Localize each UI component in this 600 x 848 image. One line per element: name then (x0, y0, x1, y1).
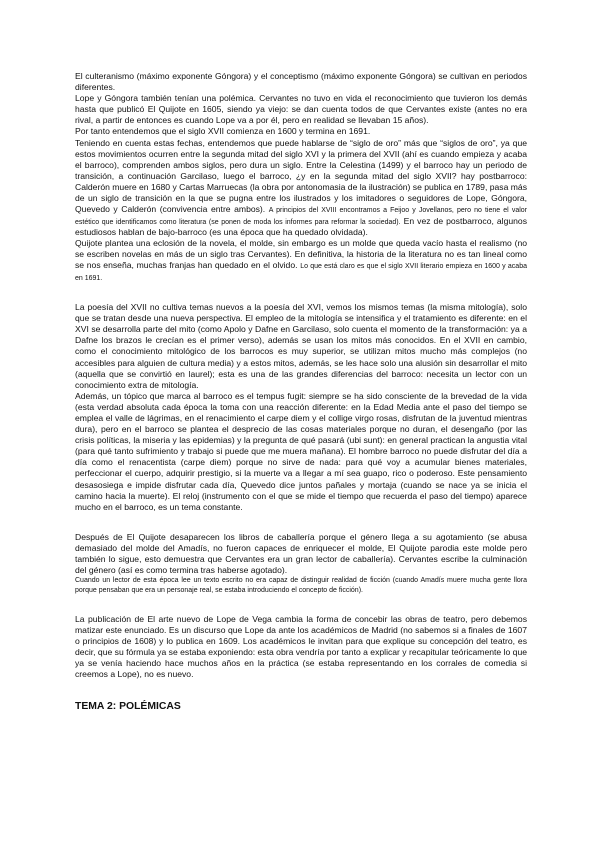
paragraph-siglo-xvii: Por tanto entendemos que el siglo XVII comienza en 1600 y termina en 1691. (75, 126, 371, 137)
paragraph-caballeria-small-note: Cuando un lector de esta época lee un texto escrito no era capaz de distinguir realidad de ficción (cuando Amadís muere mucha gente llora porque pensaban que era un personaje real, se estaba introduciendo el concepto de ficción). (75, 577, 527, 594)
paragraph-arte-nuevo: La publicación de El arte nuevo de Lope de Vega cambia la forma de concebir las obras de teatro, pero debemos matizar este enunciado. Es un discurso que Lope da ante los académicos de Madrid (no sabemos si a finales de 1607 o principios de 1608) y lo publica en 1609. Los académicos le invitan para que explique su concepción del teatro, es decir, que su fórmula ya se estaba exponiendo: esta obra vendría por tanto a explicar y recapitular teóricamente lo que ya se venía haciendo hace muchos años en la práctica (se estaba representando en los corrales de comedia si creemos a Lope), no es nuevo. (75, 614, 527, 680)
paragraph-culteranismo: El culteranismo (máximo exponente Góngora) y el conceptismo (máximo exponente Góngora) se cultivan en periodos diferentes. (75, 71, 527, 93)
spacer (75, 283, 527, 302)
quijote-novela-small-note: Lo que está claro es que el siglo XVII literario empieza en 1600 y acaba en 1691. (75, 263, 527, 282)
paragraph-quijote-novela (75, 238, 527, 283)
spacer (75, 595, 527, 614)
siglo-de-oro-small-note: A principios del XVIII encontramos a Feijoo y Jovellanos, pero no tiene el valor estético que identificamos como literatura (se ponen de moda los informes para reformar la sociedad). (75, 207, 527, 226)
paragraph-libros-caballeria: Después de El Quijote desaparecen los libros de caballería porque el género llega a su agotamiento (se abusa demasiado del molde del Amadís, no fueron capaces de enriquecer el molde, El Quijote parodia este molde pero también lo sigue, esto demuestra que Cervantes era un gran lector de caballería). Cervantes escribe la culminación del género (así es como termina tras haberse agotado). (75, 531, 527, 576)
paragraph-lope-gongora: Lope y Góngora también tenían una polémica. Cervantes no tuvo en vida el reconocimiento que tuvieron los demás hasta que publicó El Quijote en 1605, siendo ya viejo: se dan cuenta todos de que Cervantes existe (antes no era rival, a partir de entonces es cuando Lope va a por él, pero en realidad se llevaban 15 años). (75, 93, 527, 126)
section-heading: TEMA 2: POLÉMICAS (75, 700, 181, 712)
quijote-novela-text: Quijote plantea una eclosión de la novela, el molde, sin embargo es un molde que queda vacío hasta el realismo (no se escriben novelas en más de un siglo tras Cervantes). En definitiva, la historia de la literatura no es tan lineal como se nos enseña, muchas franjas han quedado en el olvido. (75, 238, 527, 271)
document-body (75, 71, 527, 713)
paragraph-poesia-xvii: La poesía del XVII no cultiva temas nuevos a la poesía del XVI, vemos los mismos temas (la misma mitología), solo que se tratan desde una nueva perspectiva. El empleo de la mitología se intensifica y el tratamiento es diferente: en el XVI se desarrolla parte del mito (como Apolo y Dafne en Garcilaso, solo cuenta el momento de la transformación: ya a Dafne los brazos le crecían es el primer verso), además se usan los mitos más conocidos. En el XVII en cambio, como el conocimiento mitológico de los barrocos es muy superior, se utilizan mitos mucho más complejos (no accesibles para alguien de cultura media) y a estos mitos, además, se les hace solo una alusión sin desarrollar el mito (aquella que se convirtió en laurel); esta es una de las grandes diferencias del barroco: necesita un lector con un conocimiento extra de mitología. (75, 302, 527, 390)
paragraph-siglo-de-oro (75, 138, 527, 238)
paragraph-tempus-fugit: Además, un tópico que marca al barroco es el tempus fugit: siempre se ha sido consciente de la brevedad de la vida (esta verdad absoluta cada época la toma con una reacción diferente: en la Edad Media ante el paso del tiempo se emplea el valle de lágrimas, en el renacimiento el carpe diem y el collige virgo rosas, disfrutan de la juventud mientras dura), pero en el barroco se plantea el desprecio de las cosas materiales porque no duran, el desengaño (por las crisis políticas, la miseria y las epidemias) y la pregunta de qué pasará (ubi sunt): en general practican la angustia vital (para qué tanto sufrimiento y trabajo si puede que me muera mañana). El hombre barroco no puede disfrutar del día a día como el renacentista (carpe diem) porque no sirve de nada: para qué voy a acumular bienes materiales, perfeccionar el cuerpo, adquirir prestigio, si la muerte va a llegar a mí sea guapo, rico o poderoso. Este pensamiento desasosiega e impide disfrutar cada día, Quevedo dice juntos pañales y mortaja (cuando se nace ya se inicia el camino hacia la muerte). El reloj (instrumento con el que se mide el tiempo que recuerda el paso del tiempo) aparece mucho en el barroco, es un tema constante. (75, 390, 527, 512)
spacer (75, 513, 527, 532)
siglo-de-oro-text: Teniendo en cuenta estas fechas, entendemos que puede hablarse de “siglo de oro” más que “siglos de oro”, ya que estos movimientos ocurren entre la segunda mitad del siglo XVI y la primera del XVII (ahí es cuando empieza y acaba el barroco), comprenden ambos siglos, pero dura un siglo. Entre la Celestina (1499) y el barroco hay un periodo de transición, a continuación Garcilaso, luego el barroco, ¿y en la segunda mitad del siglo XVII? hay postbarroco: Calderón muere en 1680 y Cartas Marruecas (la obra por antonomasia de la ilustración) se publica en 1789, pasa más de un siglo de transición en la que se pugna entre los ilustrados y los imitadores o seguidores de Lope, Góngora, Quevedo y Calderón (convivencia entre ambos). (75, 137, 527, 215)
spacer (75, 681, 527, 700)
siglo-de-oro-end: En vez de postbarroco, algunos estudiosos hablan de bajo-barroco (es una época que ha quedado olvidada). (75, 215, 528, 237)
